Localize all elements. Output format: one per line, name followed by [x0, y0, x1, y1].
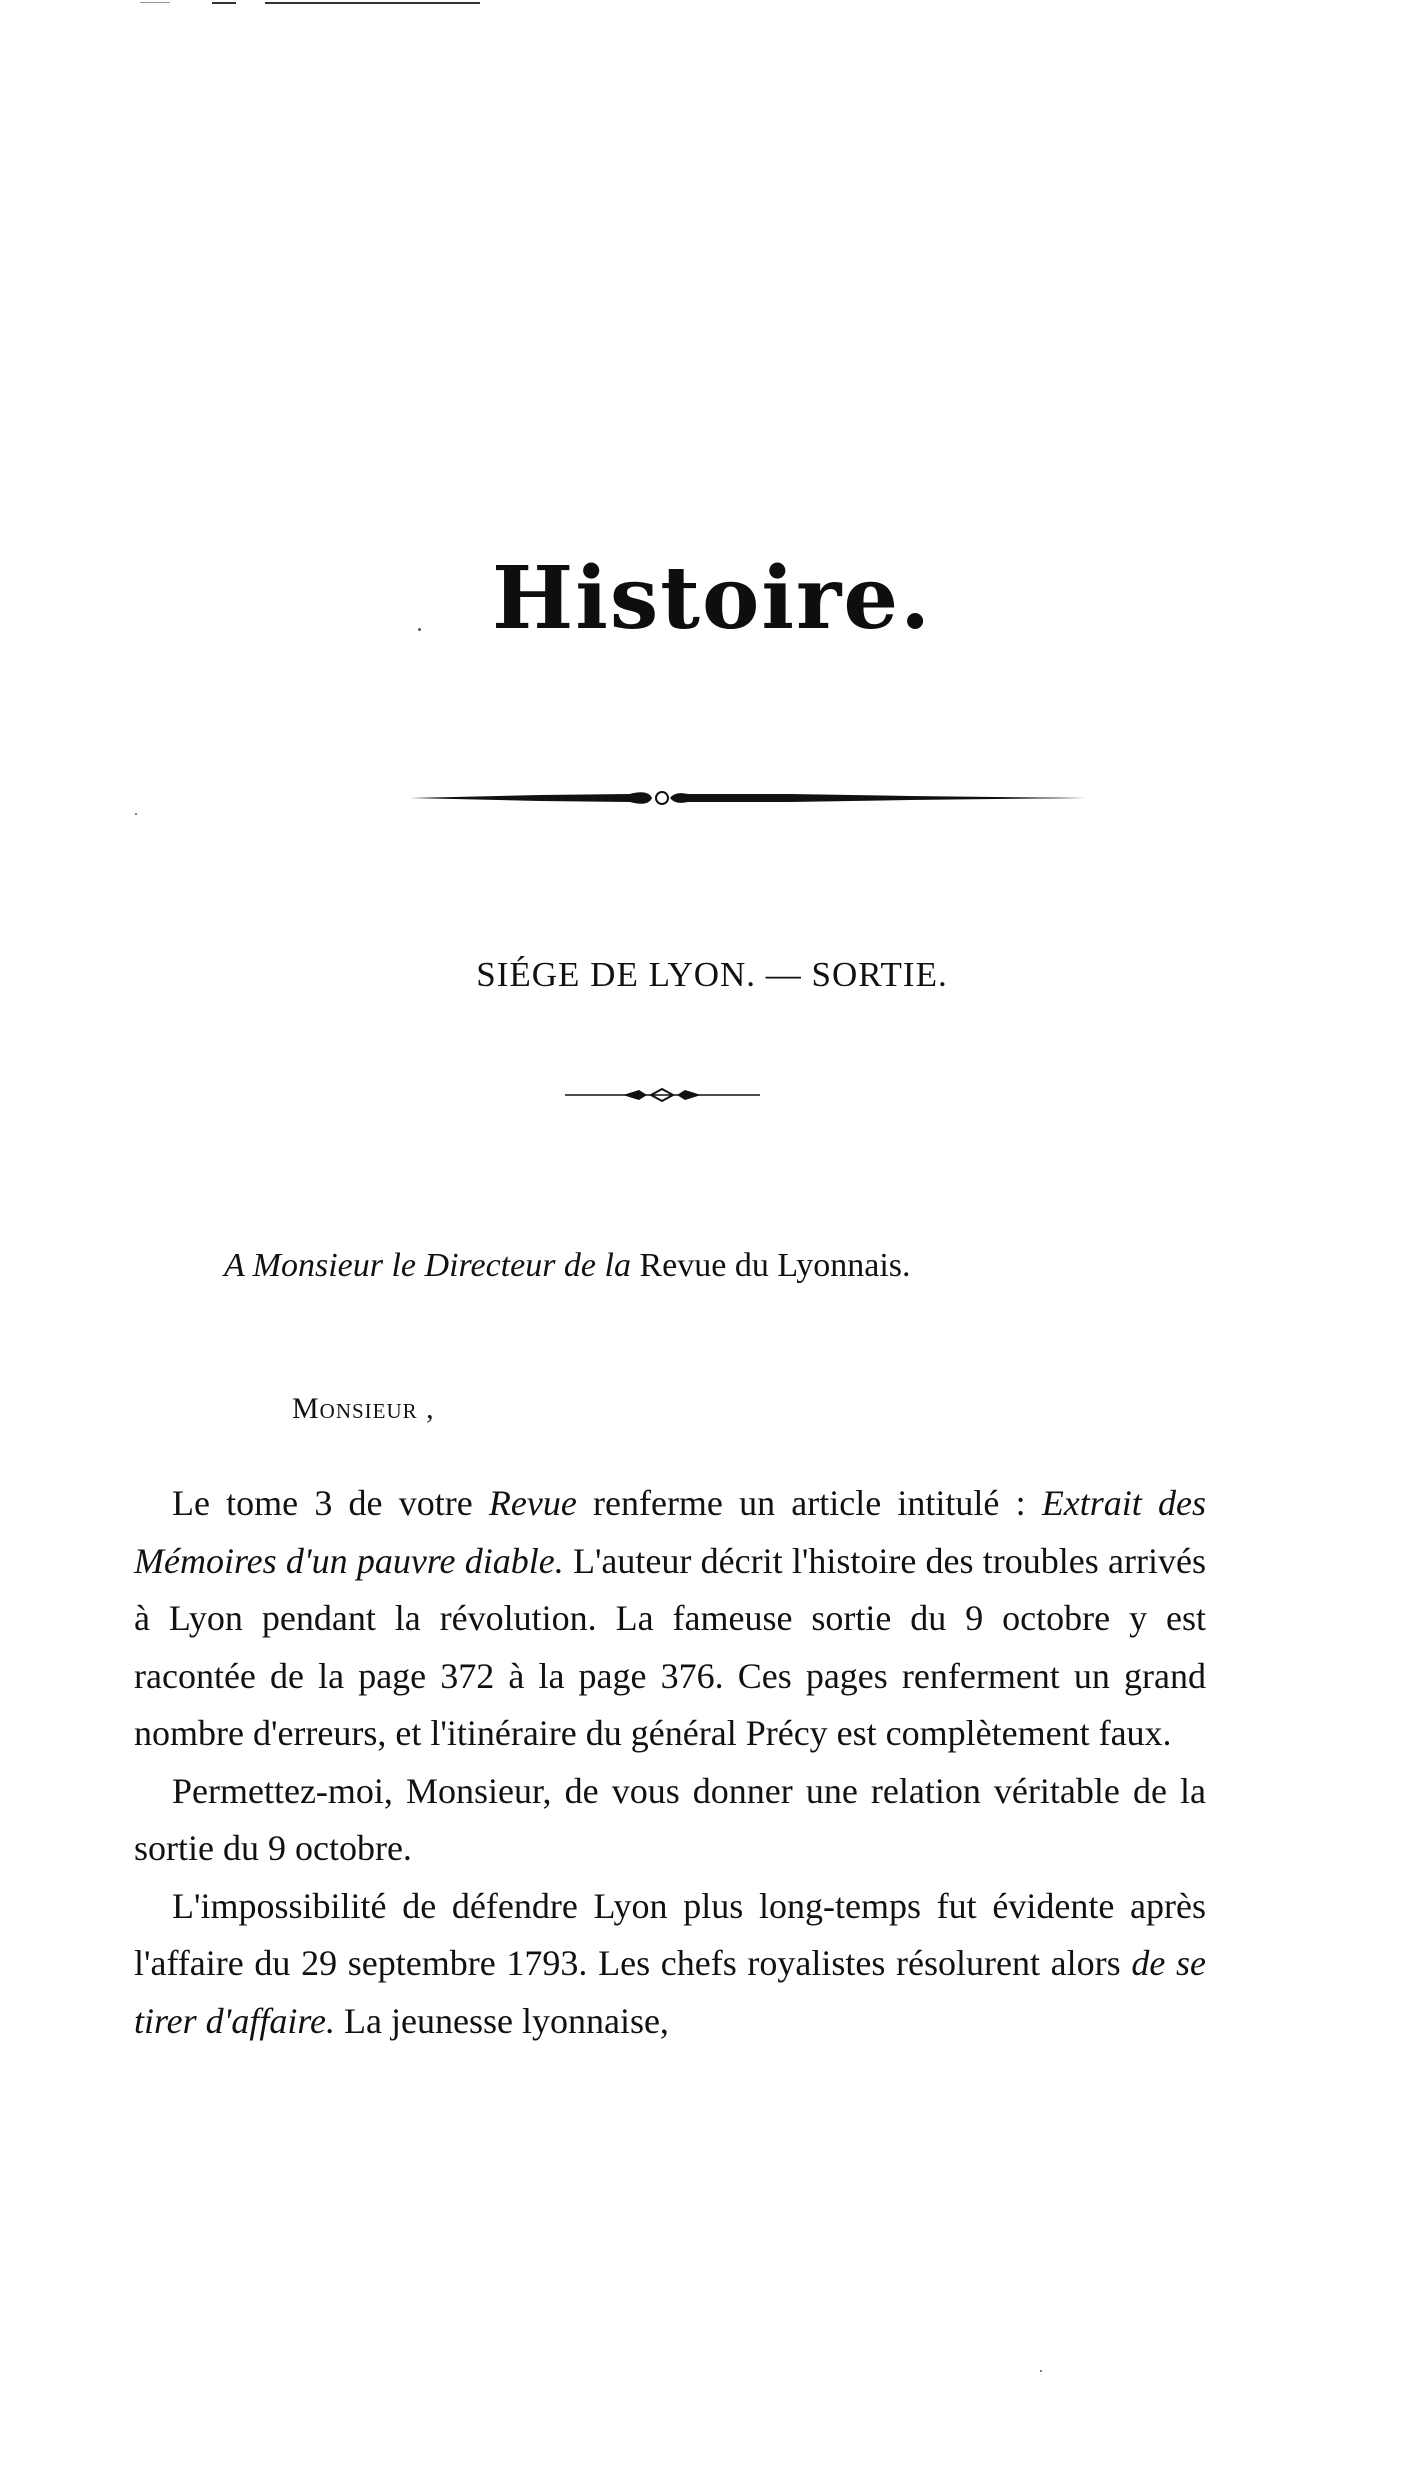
- section-title: Histoire.: [491, 548, 933, 649]
- dedication-italic: A Monsieur le Directeur de la: [224, 1247, 631, 1284]
- paragraph: [134, 1878, 1206, 2051]
- text-run: renferme un article intitulé :: [576, 1483, 1042, 1523]
- print-speck: [1040, 2370, 1042, 2372]
- print-speck: [418, 628, 421, 631]
- paragraph: [134, 1763, 1206, 1878]
- paragraph: [134, 1475, 1206, 1763]
- ornamental-divider-large: [210, 783, 1085, 813]
- ornamental-divider-small: [565, 1084, 760, 1106]
- text-run: L'impossibilité de défendre Lyon plus long-temps fut évidente après l'affaire du 29 septembre 1793. Les chefs royalistes résolurent alors: [134, 1885, 1206, 1983]
- salutation: Monsieur ,: [292, 1392, 435, 1425]
- top-edge-mark: [265, 2, 480, 4]
- text-run: L'auteur décrit l'histoire des troubles arrivés à Lyon pendant la révolution. La fameuse sortie du 9 octobre y est racontée de la page 372 à la page 376. Ces pages renferment un grand nombre d'erreurs, et l'itinéraire du général Précy est complètement faux.: [134, 1540, 1206, 1753]
- dedication-journal: Revue: [639, 1247, 727, 1284]
- print-speck: [135, 813, 137, 815]
- top-edge-mark: [140, 2, 170, 3]
- italic-run: de se tirer d'affaire.: [134, 1943, 1206, 2041]
- text-run: Permettez-moi, Monsieur, de vous donner une relation véritable de la sortie du 9 octobre.: [134, 1770, 1206, 1868]
- italic-run: Extrait des Mémoires d'un pauvre diable.: [134, 1483, 1206, 1581]
- text-run: La jeunesse lyonnaise,: [335, 2000, 669, 2041]
- italic-run: Revue: [488, 1483, 577, 1523]
- article-title: SIÉGE DE LYON. — SORTIE.: [476, 955, 948, 994]
- text-run: Le tome 3 de votre: [172, 1483, 489, 1523]
- dedication-line: [224, 1247, 911, 1285]
- body-text: [134, 1475, 1206, 2050]
- dedication-tail: du Lyonnais.: [734, 1247, 911, 1284]
- top-edge-mark: [212, 2, 236, 4]
